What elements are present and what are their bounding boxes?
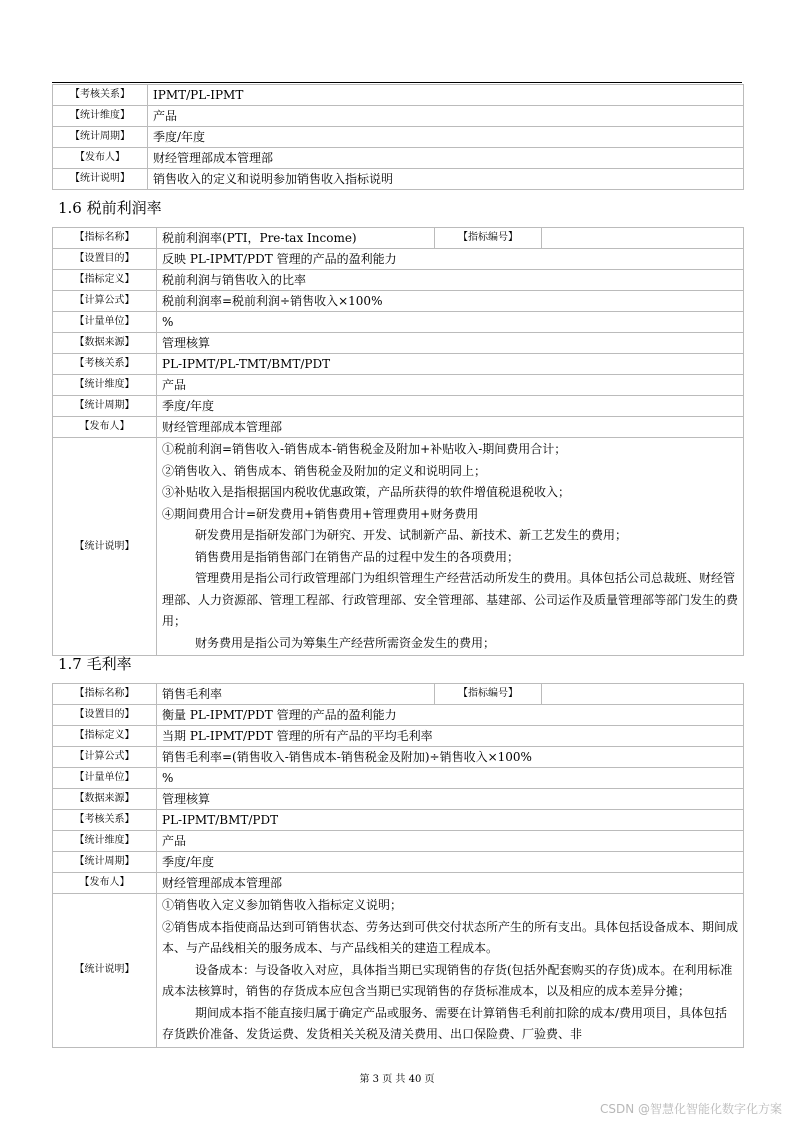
field-key: 【统计说明】 [53,169,148,190]
field-value: 销售毛利率 [157,684,435,705]
field-key: 【考核关系】 [53,85,148,106]
note-line: ②销售收入、销售成本、销售税金及附加的定义和说明同上； [162,463,487,478]
note-line: ③补贴收入是指根据国内税收优惠政策，产品所获得的软件增值税退税收入； [162,485,571,499]
note-line: ④期间费用合计=研发费用+销售费用+管理费用+财务费用 [162,506,479,521]
field-value: 产品 [157,375,744,396]
field-key: 【指标编号】 [435,684,542,705]
field-key: 【发布人】 [53,417,157,438]
field-key: 【发布人】 [53,148,148,169]
field-value: 税前利润与销售收入的比率 [157,270,744,291]
table-row [53,789,744,810]
field-value: IPMT/PL-IPMT [148,85,744,106]
note-line: 设备成本：与设备收入对应，具体指当期已实现销售的存货(包括外配套购买的存货)成本。在利用标准成本法核算时，销售的存货成本应包含当期已实现销售的存货标准成本，以及相应的成本差异分摊； [162,962,733,998]
field-value: 衡量 PL-IPMT/PDT 管理的产品的盈利能力 [157,705,744,726]
table-row [53,85,744,106]
field-value: 产品 [157,831,744,852]
table-row [53,768,744,789]
table-row [53,417,744,438]
field-key: 【设置目的】 [53,705,157,726]
table-row [53,810,744,831]
field-value: 销售收入的定义和说明参加销售收入指标说明 [148,169,744,190]
note-line: 管理费用是指公司行政管理部门为组织管理生产经营活动所发生的费用。具体包括公司总裁班、财经管理部、人力资源部、管理工程部、行政管理部、安全管理部、基建部、公司运作及质量管理部等部门发生的费用； [162,571,739,628]
table-row [53,375,744,396]
table-row [53,726,744,747]
field-key: 【统计周期】 [53,127,148,148]
field-key: 【指标定义】 [53,726,157,747]
field-value: % [157,312,744,333]
header-rule [52,82,742,83]
field-value: 产品 [148,106,744,127]
table-row [53,106,744,127]
field-key: 【统计维度】 [53,106,148,127]
field-value: % [157,768,744,789]
field-value: 当期 PL-IPMT/PDT 管理的所有产品的平均毛利率 [157,726,744,747]
field-value: 管理核算 [157,333,744,354]
section-heading-pti: 1.6 税前利润率 [58,199,162,217]
table-row [53,747,744,768]
field-key: 【发布人】 [53,873,157,894]
field-value [542,684,744,705]
field-key: 【数据来源】 [53,789,157,810]
field-value: 财经管理部成本管理部 [148,148,744,169]
table-row [53,333,744,354]
field-value: 反映 PL-IPMT/PDT 管理的产品的盈利能力 [157,249,744,270]
table-row [53,684,744,705]
note-line: 研发费用是指研发部门为研究、开发、试制新产品、新技术、新工艺发生的费用； [195,528,628,542]
statistics-notes [157,438,744,656]
note-line: 财务费用是指公司为筹集生产经营所需资金发生的费用； [195,635,496,650]
field-value: 财经管理部成本管理部 [157,873,744,894]
field-value: 季度/年度 [148,127,744,148]
table-row [53,705,744,726]
field-key: 【计算公式】 [53,747,157,768]
section-heading-gross-margin: 1.7 毛利率 [58,655,132,673]
field-value: PL-IPMT/PL-TMT/BMT/PDT [157,354,744,375]
table-row [53,270,744,291]
field-value: 季度/年度 [157,852,744,873]
table-row [53,148,744,169]
field-value: 税前利润率(PTI，Pre-tax Income) [157,228,435,249]
table-row [53,873,744,894]
field-key: 【计量单位】 [53,312,157,333]
field-key: 【统计维度】 [53,375,157,396]
field-value: PL-IPMT/BMT/PDT [157,810,744,831]
table-row [53,852,744,873]
field-key: 【指标编号】 [435,228,542,249]
table-row [53,249,744,270]
table-row [53,354,744,375]
field-value: 季度/年度 [157,396,744,417]
field-key: 【统计周期】 [53,852,157,873]
field-key: 【数据来源】 [53,333,157,354]
spec-table-pti [52,227,744,656]
table-row [53,438,744,656]
field-value: 税前利润率=税前利润÷销售收入×100% [157,291,744,312]
note-line: 期间成本指不能直接归属于确定产品或服务、需要在计算销售毛利前扣除的成本/费用项目，具体包括存货跌价准备、发货运费、发货相关关税及清关费用、出口保险费、厂验费、非 [162,1005,728,1041]
field-key: 【考核关系】 [53,354,157,375]
field-value [542,228,744,249]
field-value: 管理核算 [157,789,744,810]
page-footer: 第 3 页 共 40 页 [359,1074,435,1085]
note-line: ①销售收入定义参加销售收入指标定义说明； [162,898,403,912]
spec-table-continued [52,84,744,190]
field-key: 【指标定义】 [53,270,157,291]
table-row [53,396,744,417]
field-key: 【统计维度】 [53,831,157,852]
field-key: 【统计周期】 [53,396,157,417]
table-row [53,291,744,312]
field-key: 【指标名称】 [53,684,157,705]
field-key: 【统计说明】 [53,438,157,656]
watermark: CSDN @智慧化智能化数字化方案 [599,1102,782,1116]
field-key: 【统计说明】 [53,894,157,1048]
table-row [53,228,744,249]
note-line: ①税前利润=销售收入-销售成本-销售税金及附加+补贴收入-期间费用合计； [162,442,567,456]
table-row [53,169,744,190]
statistics-notes [157,894,744,1048]
field-key: 【计算公式】 [53,291,157,312]
field-key: 【指标名称】 [53,228,157,249]
table-row [53,831,744,852]
field-key: 【计量单位】 [53,768,157,789]
spec-table-gross-margin [52,683,744,1048]
field-value: 销售毛利率=(销售收入-销售成本-销售税金及附加)÷销售收入×100% [157,747,744,768]
table-row [53,312,744,333]
note-line: ②销售成本指使商品达到可销售状态、劳务达到可供交付状态所产生的所有支出。具体包括设备成本、期间成本、与产品线相关的服务成本、与产品线相关的建造工程成本。 [162,919,739,955]
field-key: 【设置目的】 [53,249,157,270]
table-row [53,894,744,1048]
field-key: 【考核关系】 [53,810,157,831]
note-line: 销售费用是指销售部门在销售产品的过程中发生的各项费用； [195,549,520,564]
field-value: 财经管理部成本管理部 [157,417,744,438]
table-row [53,127,744,148]
